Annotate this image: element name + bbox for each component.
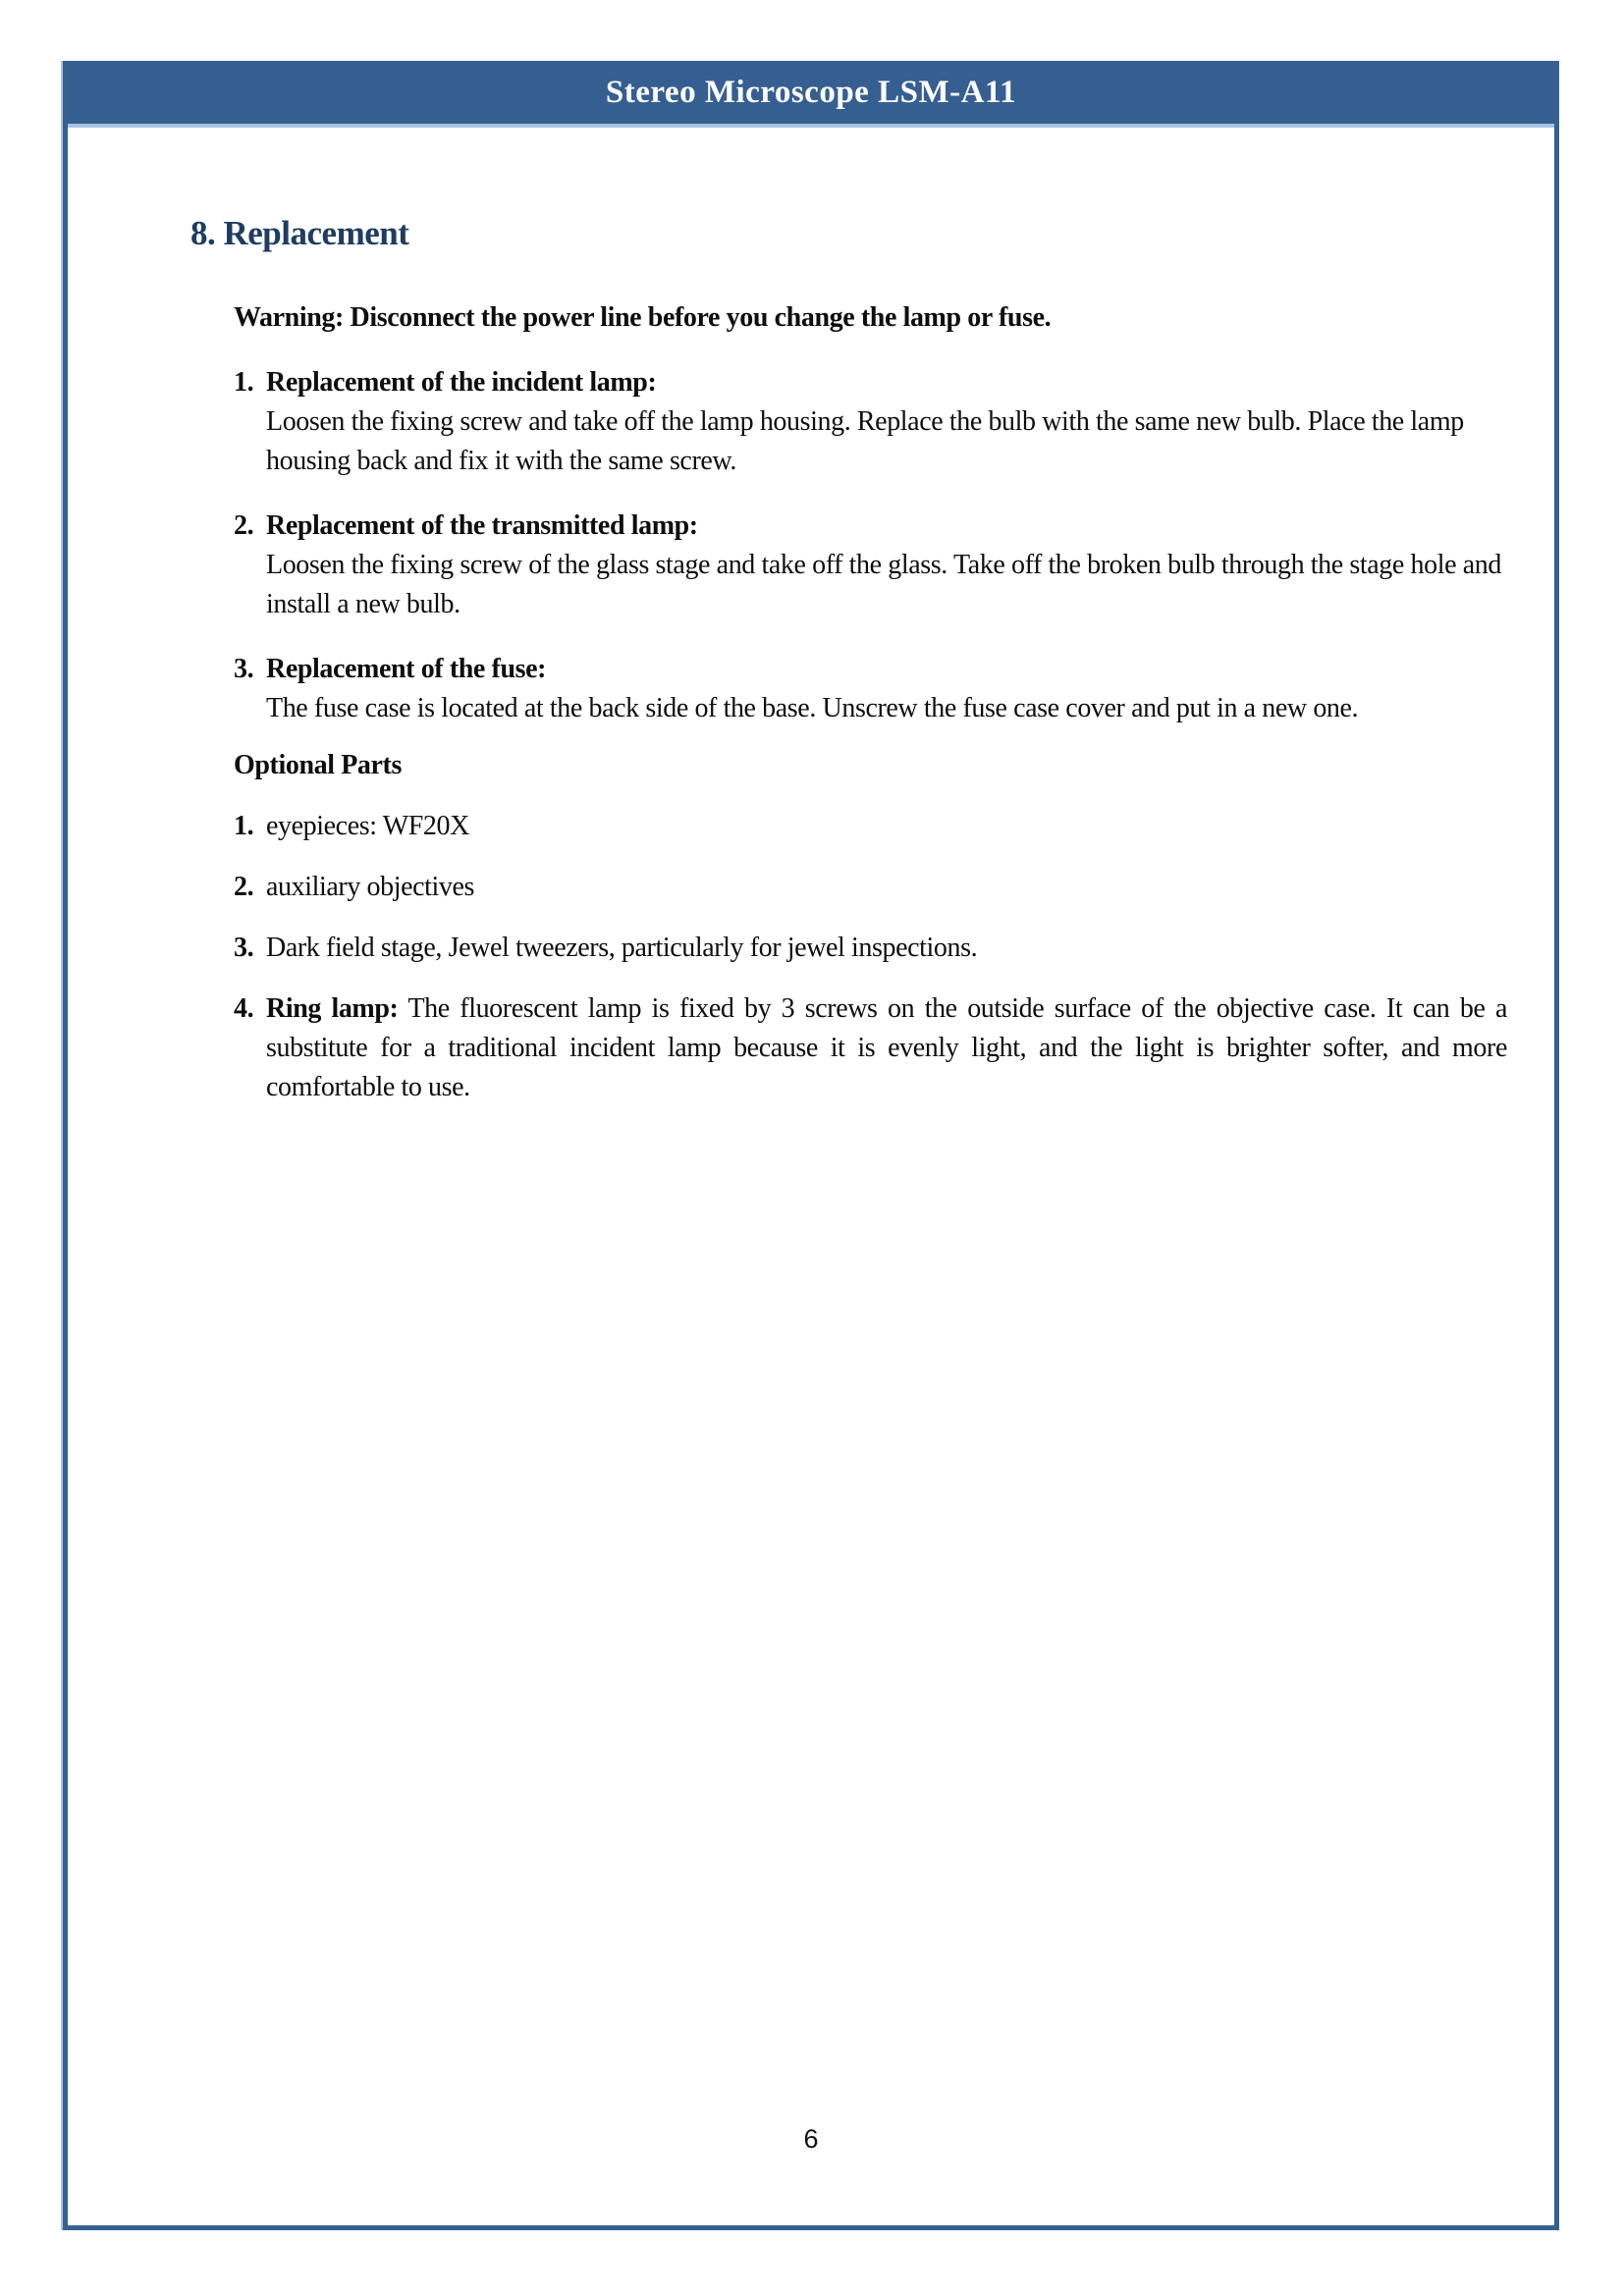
optional-item-dark-field-stage xyxy=(234,929,1507,968)
item-number: 4. xyxy=(234,993,254,1024)
optional-item-eyepieces xyxy=(234,807,1507,846)
page-border-frame xyxy=(63,61,1559,2230)
item-text: The fluorescent lamp is fixed by 3 screws on the outside surface of the objective case. It can be a substitute for a traditional incident lamp because it is evenly light, and the light is brighter softer, and more comfortable to use. xyxy=(266,993,1507,1102)
item-number: 2. xyxy=(234,510,254,541)
page-number: 6 xyxy=(803,2124,819,2154)
item-number: 2. xyxy=(234,872,254,902)
item-heading: Replacement of the incident lamp: xyxy=(266,367,657,398)
item-number: 3. xyxy=(234,933,254,963)
optional-item-ring-lamp xyxy=(234,989,1507,1107)
optional-parts-heading: Optional Parts xyxy=(234,750,402,780)
document-title: Stereo Microscope LSM-A11 xyxy=(605,74,1017,110)
replacement-item-incident-lamp xyxy=(234,363,1507,481)
item-heading: Replacement of the transmitted lamp: xyxy=(266,510,698,541)
item-text: Dark field stage, Jewel tweezers, particularly for jewel inspections. xyxy=(266,933,978,963)
item-heading: Replacement of the fuse: xyxy=(266,654,547,684)
item-body: Loosen the fixing screw of the glass stage and take off the glass. Take off the broken bulb through the stage hole and install a new bulb. xyxy=(266,550,1501,619)
item-text: eyepieces: WF20X xyxy=(266,811,469,841)
page-content xyxy=(68,214,1554,1107)
item-number: 1. xyxy=(234,811,254,841)
item-number: 1. xyxy=(234,367,254,398)
item-body: Loosen the fixing screw and take off the lamp housing. Replace the bulb with the same new bulb. Place the lamp housing back and fix it with the same screw. xyxy=(266,406,1464,476)
item-text: auxiliary objectives xyxy=(266,872,475,902)
replacement-item-fuse xyxy=(234,650,1507,728)
item-body: The fuse case is located at the back side of the base. Unscrew the fuse case cover and put in a new one. xyxy=(266,693,1359,723)
section-heading: 8. Replacement xyxy=(190,214,409,252)
optional-item-auxiliary-objectives xyxy=(234,868,1507,907)
item-paragraph xyxy=(266,989,1507,1107)
warning-text: Warning: Disconnect the power line before you change the lamp or fuse. xyxy=(234,302,1052,333)
header-bar xyxy=(68,61,1554,128)
item-number: 3. xyxy=(234,654,254,684)
replacement-item-transmitted-lamp xyxy=(234,507,1507,624)
item-bold-label: Ring lamp: xyxy=(266,993,399,1024)
